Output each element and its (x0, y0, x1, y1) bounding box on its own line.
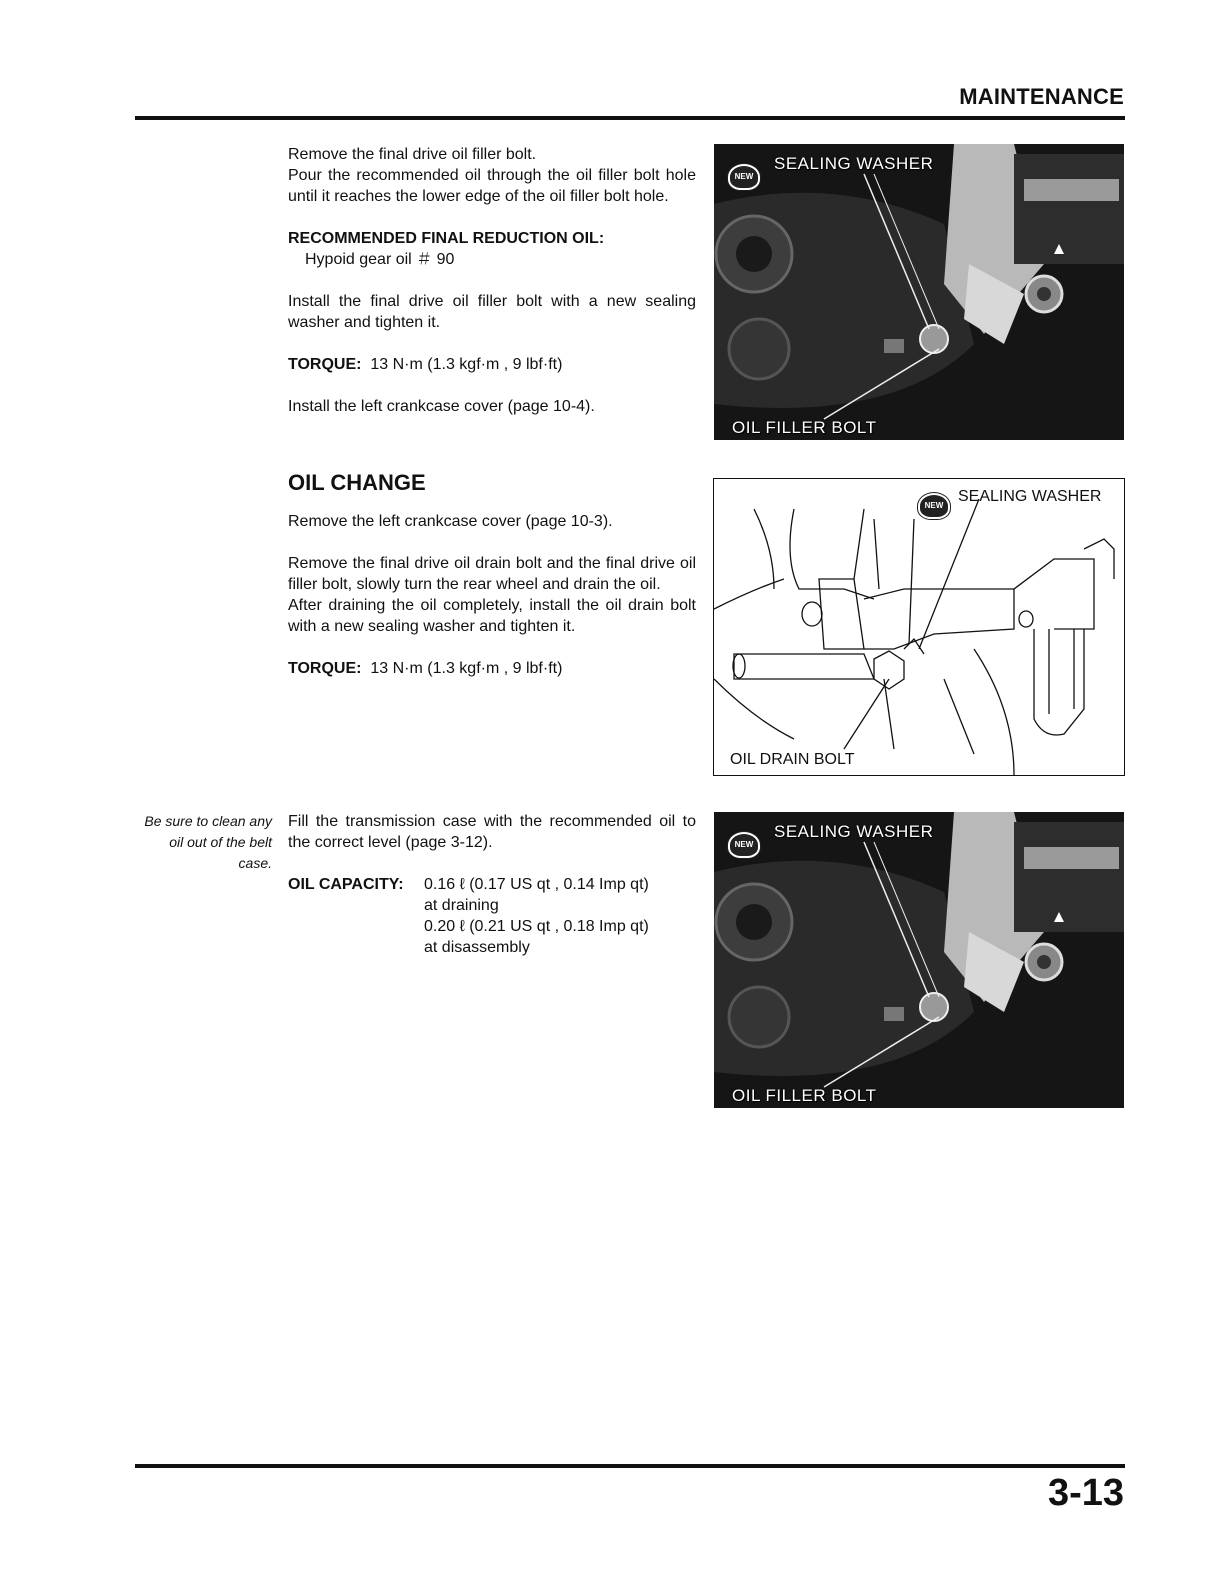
capacity-values (424, 874, 696, 958)
torque-value: 13 N·m (1.3 kgf·m , 9 lbf·ft) (370, 356, 563, 373)
sealing-washer-label: SEALING WASHER (774, 154, 934, 173)
filler-step-pour: Pour the recommended oil through the oil filler bolt hole until it reaches the lower edge of the oil filler bolt hole. (288, 167, 696, 205)
filler-step-install: Install the final drive oil filler bolt with a new sealing washer and tighten it. (288, 293, 696, 331)
capacity-disassembly-note: at disassembly (424, 939, 530, 956)
oil-change-procedure (288, 472, 696, 679)
torque-value: 13 N·m (1.3 kgf·m , 9 lbf·ft) (370, 660, 563, 677)
capacity-draining-note: at draining (424, 897, 499, 914)
oil-drain-bolt-diagram (713, 478, 1125, 776)
oil-drain-bolt-label: OIL DRAIN BOLT (730, 751, 855, 768)
sealing-washer-label: SEALING WASHER (774, 822, 934, 841)
filler-step-remove: Remove the final drive oil filler bolt. (288, 146, 537, 163)
engine-photo-illustration (714, 812, 1124, 1108)
filler-procedure (288, 144, 696, 417)
oil-filler-photo-1 (714, 144, 1124, 440)
oil-spec-value: Hypoid gear oil ＃ 90 (305, 251, 455, 268)
torque-label: TORQUE: (288, 660, 362, 677)
torque-label: TORQUE: (288, 356, 362, 373)
section-title: MAINTENANCE (959, 84, 1124, 109)
new-part-icon: NEW (728, 832, 760, 858)
side-note: Be sure to clean any oil out of the belt case. (144, 813, 272, 871)
oil-filler-bolt-label: OIL FILLER BOLT (732, 418, 877, 437)
new-part-icon: NEW (918, 493, 950, 519)
drain-step: Remove the final drive oil drain bolt and the final drive oil filler bolt, slowly turn the rear wheel and drain the oil. (288, 555, 696, 593)
torque-spec-2 (288, 658, 696, 679)
oil-change-heading: OIL CHANGE (288, 470, 426, 495)
header-rule (135, 116, 1125, 120)
capacity-label: OIL CAPACITY: (288, 876, 404, 893)
engine-photo-illustration (714, 144, 1124, 440)
footer-rule (135, 1464, 1125, 1468)
fill-step: Fill the transmission case with the recommended oil to the correct level (page 3-12). (288, 813, 696, 851)
new-part-icon: NEW (728, 164, 760, 190)
cover-step-install: Install the left crankcase cover (page 10-4). (288, 398, 595, 415)
oil-filler-photo-2 (714, 812, 1124, 1108)
fill-procedure (288, 811, 696, 958)
capacity-draining-value: 0.16 ℓ (0.17 US qt , 0.14 Imp qt) (424, 876, 649, 893)
oil-capacity-spec (288, 874, 696, 958)
torque-spec-1 (288, 354, 696, 375)
oil-spec-label: RECOMMENDED FINAL REDUCTION OIL: (288, 230, 605, 247)
sealing-washer-label: SEALING WASHER (958, 488, 1102, 505)
drain-bolt-install-step: After draining the oil completely, install the oil drain bolt with a new sealing washer and tighten it. (288, 597, 696, 635)
drain-diagram-illustration (714, 479, 1124, 775)
oil-filler-bolt-label: OIL FILLER BOLT (732, 1086, 877, 1105)
capacity-disassembly-value: 0.20 ℓ (0.21 US qt , 0.18 Imp qt) (424, 918, 649, 935)
cover-step-remove: Remove the left crankcase cover (page 10-3). (288, 513, 613, 530)
page-number: 3-13 (1047, 1472, 1124, 1514)
